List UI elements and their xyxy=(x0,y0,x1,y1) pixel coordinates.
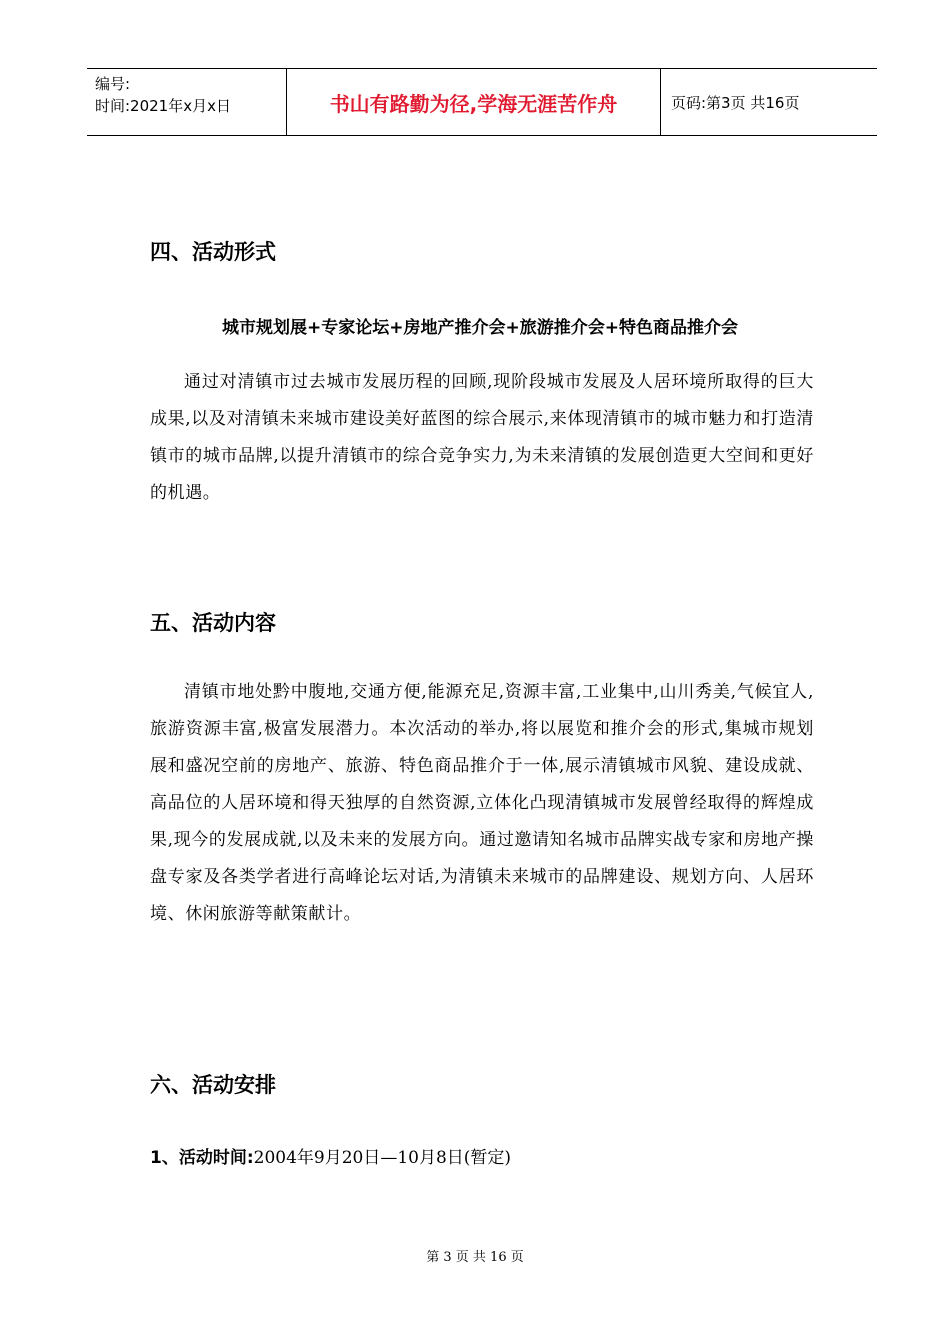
activity-time-line xyxy=(150,1143,511,1168)
section-heading-4: 四、活动形式 xyxy=(150,240,276,264)
header-page-info: 页码:第3页 共16页 xyxy=(671,93,800,112)
header-motto: 书山有路勤为径,学海无涯苦作舟 xyxy=(287,69,661,135)
section-5-paragraph: 清镇市地处黔中腹地,交通方便,能源充足,资源丰富,工业集中,山川秀美,气候宜人,旅游资源丰富,极富发展潜力。本次活动的举办,将以展览和推介会的形式,集城市规划展和盛况空前的房地产、旅游、特色商品推介于一体,展示清镇城市风貌、建设成就、高品位的人居环境和得天独厚的自然资源,立体化凸现清镇城市发展曾经取得的辉煌成果,现今的发展成就,以及未来的发展方向。通过邀请知名城市品牌实战专家和房地产操盘专家及各类学者进行高峰论坛对话,为清镇未来城市的品牌建设、规划方向、人居环境、休闲旅游等献策献计。 xyxy=(150,682,815,924)
header-meta xyxy=(87,69,287,135)
page-footer: 第 3 页 共 16 页 xyxy=(426,1250,524,1265)
section-4-subheading: 城市规划展+专家论坛+房地产推介会+旅游推介会+特色商品推介会 xyxy=(222,318,738,338)
header-time-label: 时间:2021年x月x日 xyxy=(95,97,231,115)
activity-time-value: 2004年9月20日—10月8日(暂定) xyxy=(253,1148,512,1168)
activity-time-label: 1、活动时间: xyxy=(150,1148,254,1168)
section-heading-6: 六、活动安排 xyxy=(150,1073,276,1097)
section-heading-5: 五、活动内容 xyxy=(150,611,276,635)
page-header xyxy=(87,68,877,136)
header-number-label: 编号: xyxy=(95,75,131,93)
section-4-paragraph: 通过对清镇市过去城市发展历程的回顾,现阶段城市发展及人居环境所取得的巨大成果,以及对清镇未来城市建设美好蓝图的综合展示,来体现清镇市的城市魅力和打造清镇市的城市品牌,以提升清镇市的综合竞争实力,为未来清镇的发展创造更大空间和更好的机遇。 xyxy=(150,372,814,503)
